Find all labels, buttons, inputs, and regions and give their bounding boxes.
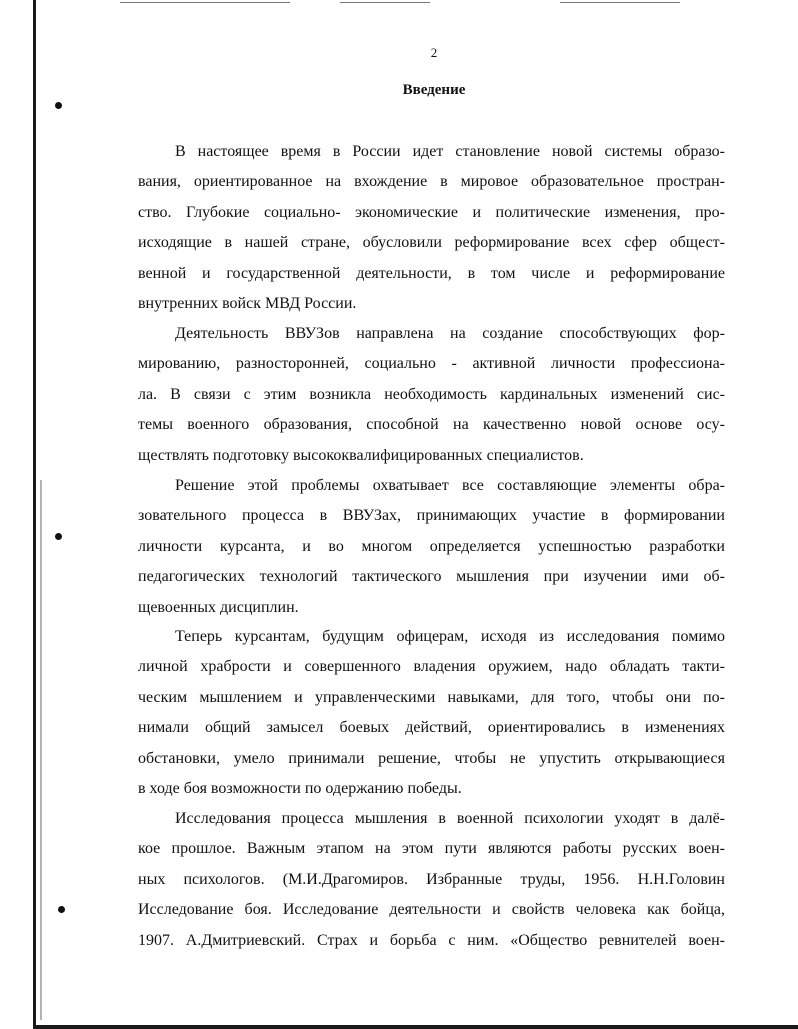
paragraph-4 bbox=[138, 622, 725, 804]
text-line: ных психологов. (М.И.Драгомиров. Избранные труды, 1956. Н.Н.Головин bbox=[138, 870, 725, 888]
paragraph-5 bbox=[138, 804, 725, 956]
text-line: Деятельность ВВУЗов направлена на создание способствующих фор- bbox=[175, 325, 725, 342]
text-line: Теперь курсантам, будущим офицерам, исходя из исследования помимо bbox=[175, 628, 725, 645]
paragraph-3 bbox=[138, 471, 725, 623]
scan-edge-left bbox=[33, 0, 36, 1029]
scan-edge-top bbox=[120, 2, 290, 3]
text-line: ла. В связи с этим возникла необходимость кардинальных изменений сис- bbox=[138, 385, 725, 403]
text-line: внутренних войск МВД России. bbox=[138, 294, 357, 312]
scan-edge-top bbox=[560, 2, 680, 3]
text-line: ство. Глубокие социально- экономические и политические изменения, про- bbox=[138, 203, 725, 221]
text-line: Исследование боя. Исследование деятельности и свойств человека как бойца, bbox=[138, 901, 725, 919]
text-line: кое прошлое. Важным этапом на этом пути являются работы русских воен- bbox=[138, 840, 725, 858]
text-line: В настоящее время в России идет становление новой системы образо- bbox=[175, 143, 725, 160]
text-line: зовательного процесса в ВВУЗах, принимающих участие в формировании bbox=[138, 507, 725, 525]
text-line: щевоенных дисциплин. bbox=[138, 598, 299, 616]
text-line: личной храбрости и совершенного владения оружием, надо обладать такти- bbox=[138, 658, 725, 676]
text-line: мированию, разносторонней, социально - активной личности профессиона- bbox=[138, 355, 725, 373]
binding-hole-mark bbox=[58, 906, 65, 913]
binding-hole-mark bbox=[55, 533, 62, 540]
text-line: Решение этой проблемы охватывает все составляющие элементы обра- bbox=[175, 477, 725, 494]
binding-hole-mark bbox=[55, 102, 62, 109]
text-line: ческим мышлением и управленческими навыками, для того, чтобы они по- bbox=[138, 688, 725, 706]
text-line: в ходе боя возможности по одержанию победы. bbox=[138, 779, 462, 797]
text-line: Исследования процесса мышления в военной психологии уходят в далё- bbox=[175, 810, 725, 827]
text-line: педагогических технологий тактического мышления при изучении ими об- bbox=[138, 568, 725, 586]
text-line: темы военного образования, способной на качественно новой основе осу- bbox=[138, 416, 725, 434]
scan-edge-left-faint bbox=[40, 480, 42, 1020]
text-line: личности курсанта, и во многом определяется успешностью разработки bbox=[138, 537, 725, 555]
text-line: обстановки, умело принимали решение, чтобы не упустить открывающиеся bbox=[138, 749, 725, 767]
scan-edge-bottom bbox=[33, 1025, 798, 1029]
scan-edge-top bbox=[340, 2, 430, 3]
text-line: исходящие в нашей стране, обусловили реформирование всех сфер общест- bbox=[138, 234, 725, 252]
paragraph-1 bbox=[138, 137, 725, 319]
text-line: венной и государственной деятельности, в том числе и реформирование bbox=[138, 264, 725, 282]
paragraph-2 bbox=[138, 319, 725, 471]
page-number: 2 bbox=[430, 45, 438, 60]
page-heading: Введение bbox=[402, 82, 466, 98]
text-line: ществлять подготовку высококвалифицированных специалистов. bbox=[138, 446, 584, 464]
text-line: 1907. А.Дмитриевский. Страх и борьба с ним. «Общество ревнителей воен- bbox=[138, 931, 725, 949]
text-line: нимали общий замысел боевых действий, ориентировались в изменениях bbox=[138, 719, 725, 737]
text-line: вания, ориентированное на вхождение в мировое образовательное простран- bbox=[138, 173, 725, 191]
